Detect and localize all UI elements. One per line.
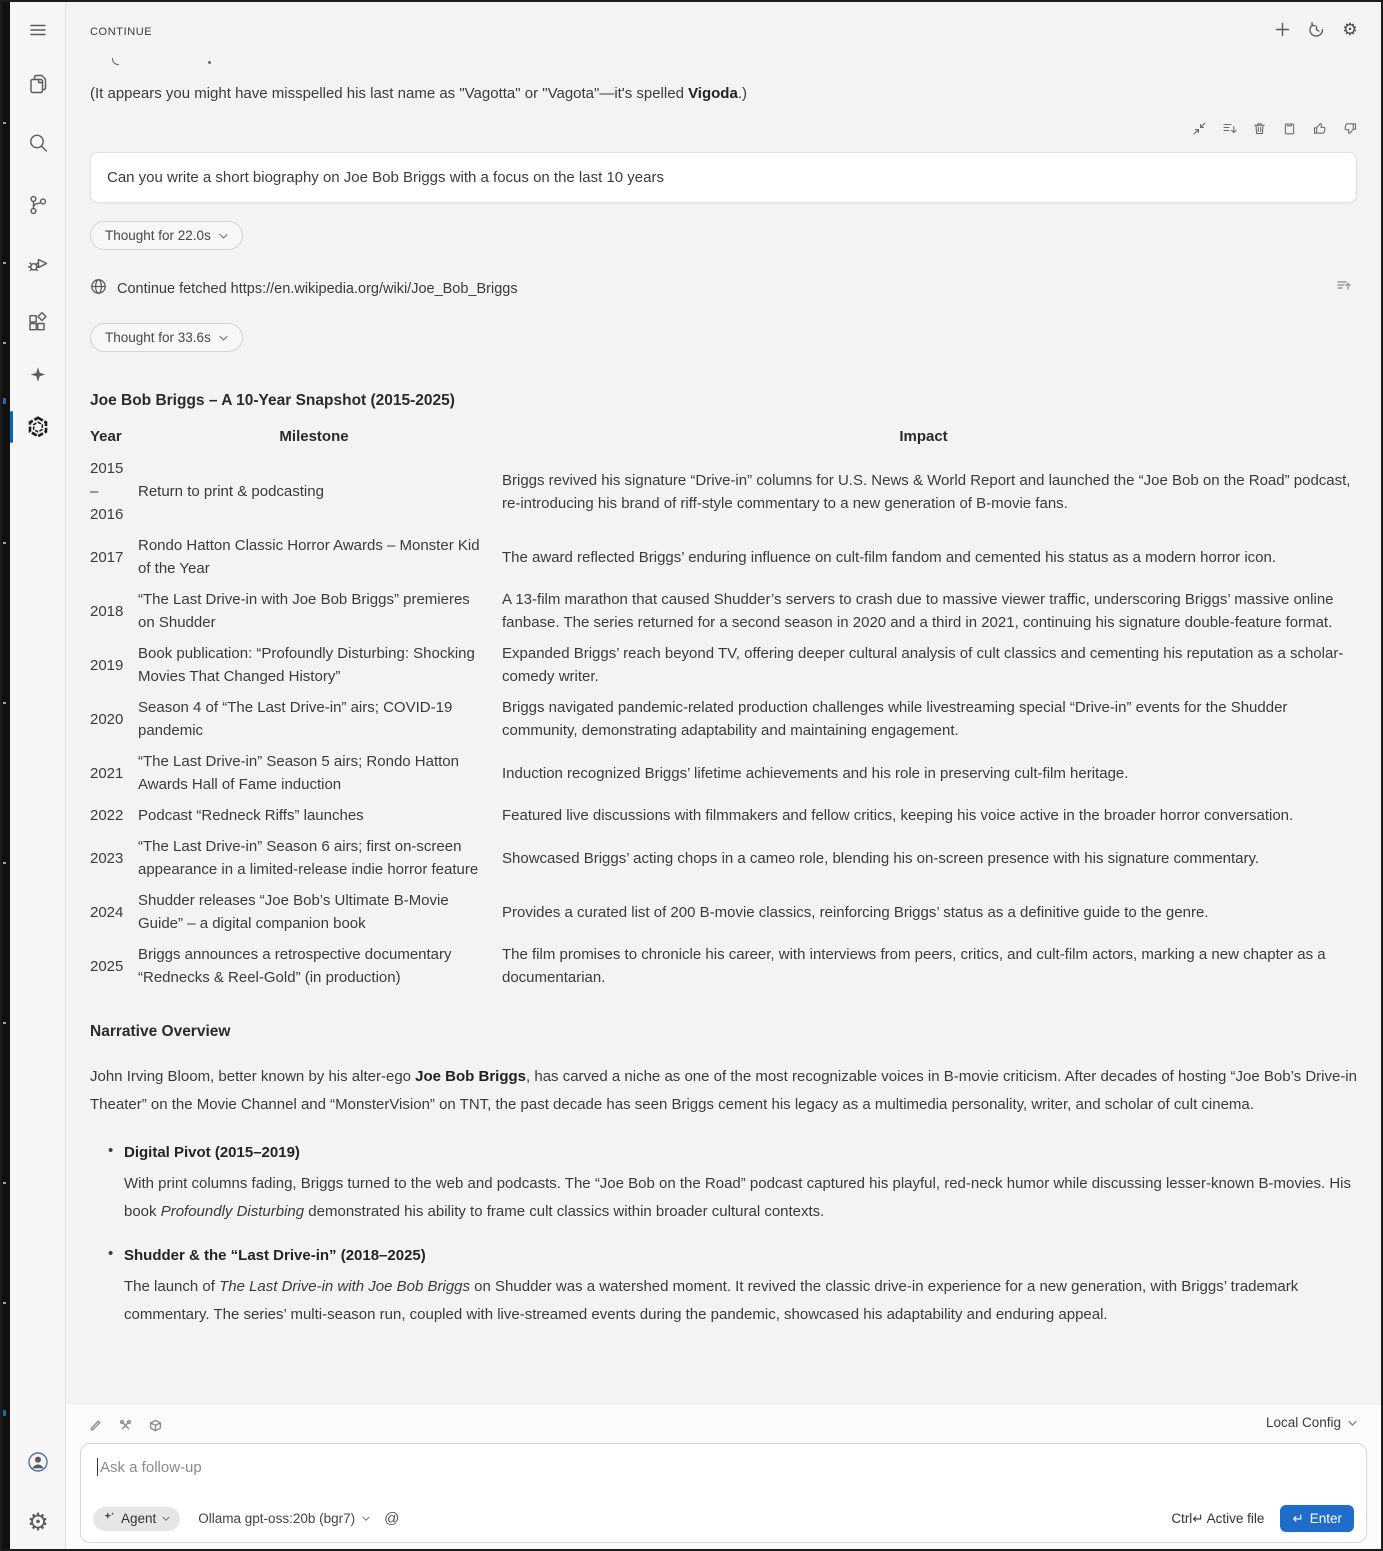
narrative-text: John Irving Bloom, better known by his alter-ego xyxy=(90,1068,416,1085)
header-actions xyxy=(1273,20,1359,38)
bullet-body xyxy=(124,1170,1357,1225)
thumbs-up-icon[interactable] xyxy=(1312,121,1327,136)
clipped-previous-line xyxy=(90,52,1357,66)
thinking-toggle-1[interactable] xyxy=(90,221,243,250)
table-header-row xyxy=(90,424,1357,453)
table-row xyxy=(90,800,1357,831)
enter-button[interactable] xyxy=(1280,1505,1354,1532)
cell-milestone: Rondo Hatton Classic Horror Awards – Monster Kid of the Year xyxy=(138,537,480,577)
table-row xyxy=(90,692,1357,746)
mode-label: Agent xyxy=(121,1511,157,1526)
column-header-year: Year xyxy=(90,428,122,445)
model-selector[interactable] xyxy=(198,1511,370,1526)
narrative-text: , has carved a niche as one of the most recognizable voices in B-movie criticism. After decades of hosting “Joe Bob’s Drive-in Theater” on the Movie Channel and “MonsterVision” on TNT, the past decade has seen Briggs cement his legacy as a multimedia personality, writer, and scholar of cult cinema. xyxy=(90,1068,1357,1113)
settings-gear-icon[interactable]: ⚙ xyxy=(27,1509,49,1536)
cell-milestone: Book publication: “Profoundly Disturbing: Shocking Movies That Changed History” xyxy=(138,645,475,685)
user-message xyxy=(90,152,1357,203)
cell-year: 2020 xyxy=(90,710,124,728)
bullet-text: With print columns fading, Briggs turned to the web and podcasts. The “Joe Bob on the Road” podcast captured his playful, red-neck humor while discussing lesser-known B-movies. His book xyxy=(124,1175,1352,1220)
table-row xyxy=(90,638,1357,692)
cell-milestone: Briggs announces a retrospective documentary “Rednecks & Reel-Gold” (in production) xyxy=(138,946,452,986)
trash-icon[interactable] xyxy=(1252,121,1267,136)
cell-year: 2024 xyxy=(90,903,124,921)
cell-impact: The award reflected Briggs’ enduring influence on cult-film fandom and cemented his status as a modern horror icon. xyxy=(502,548,1277,566)
assistant-note-suffix: .) xyxy=(737,85,747,102)
expand-output-icon[interactable] xyxy=(1337,279,1351,296)
cell-impact: Expanded Briggs’ reach beyond TV, offering deeper cultural analysis of cult classics and cementing his reputation as a scholar-comedy writer. xyxy=(502,645,1344,685)
assistant-note-bold: Vigoda xyxy=(688,85,738,102)
bullet-italic: Profoundly Disturbing xyxy=(160,1202,305,1220)
chevron-down-icon xyxy=(219,334,228,342)
cell-year: 2025 xyxy=(90,957,124,975)
sparkle-icon[interactable] xyxy=(26,363,50,387)
thinking-toggle-2[interactable] xyxy=(90,323,243,352)
sort-down-icon[interactable] xyxy=(1222,121,1237,136)
cell-milestone: “The Last Drive-in” Season 6 airs; first on-screen appearance in a limited-release indie horror feature xyxy=(138,838,479,878)
cell-milestone: “The Last Drive-in” Season 5 airs; Rondo Hatton Awards Hall of Fame induction xyxy=(138,753,459,793)
cell-year: 2017 xyxy=(90,548,124,566)
pencil-icon[interactable] xyxy=(88,1418,102,1432)
chevron-down-icon xyxy=(219,232,228,240)
config-label: Local Config xyxy=(1265,1415,1341,1430)
model-label: Ollama gpt-oss:20b (bgr7) xyxy=(198,1511,356,1526)
chevron-down-icon xyxy=(362,1515,370,1522)
globe-icon xyxy=(90,278,107,299)
bullet-italic: The Last Drive-in with Joe Bob Briggs xyxy=(219,1278,471,1295)
table-row xyxy=(90,746,1357,800)
table-row xyxy=(90,939,1357,993)
input-bottom-bar xyxy=(93,1505,1354,1532)
bullet-title: • Shudder & the “Last Drive-in” (2018–2025) xyxy=(124,1247,426,1264)
bullet-title: • Digital Pivot (2015–2019) xyxy=(124,1144,300,1161)
table-row xyxy=(90,885,1357,939)
extensions-icon[interactable] xyxy=(26,311,50,335)
assistant-note-text: (It appears you might have misspelled his last name as "Vagotta" or "Vagota"—it's spelled xyxy=(90,85,689,102)
chevron-down-icon xyxy=(162,1515,170,1522)
user-message-text: Can you write a short biography on Joe Bob Briggs with a focus on the last 10 years xyxy=(107,169,664,186)
cell-year: 2023 xyxy=(90,849,124,867)
cell-milestone: Season 4 of “The Last Drive-in” airs; COVID-19 pandemic xyxy=(138,699,453,739)
bullet-text: on Shudder was a watershed moment. It revived the classic drive-in experience for a new generation, with Briggs’ trademark commentary. The series’ multi-season run, coupled with live-streamed events during the pandemic, showcased his adaptability and enduring appeal. xyxy=(124,1278,1299,1323)
table-row xyxy=(90,453,1357,530)
agent-mode-icon xyxy=(103,1511,115,1526)
new-session-icon[interactable] xyxy=(1273,20,1291,38)
cell-milestone: Podcast “Redneck Riffs” launches xyxy=(138,807,364,824)
cube-icon[interactable] xyxy=(148,1418,162,1432)
list-item xyxy=(90,1142,1357,1225)
bullet-body xyxy=(124,1273,1357,1328)
cell-year: 2015 – 2016 xyxy=(90,460,124,523)
cell-year: 2019 xyxy=(90,656,124,674)
cell-year: 2021 xyxy=(90,764,124,782)
narrative-heading: Narrative Overview xyxy=(90,1023,231,1040)
account-icon[interactable] xyxy=(26,1450,50,1474)
history-icon[interactable] xyxy=(1307,20,1325,38)
cell-impact: Induction recognized Briggs’ lifetime achievements and his role in preserving cult-film heritage. xyxy=(502,764,1129,782)
run-debug-icon[interactable] xyxy=(26,252,50,276)
table-row xyxy=(90,530,1357,584)
text-cursor xyxy=(97,1458,98,1476)
mode-selector[interactable] xyxy=(93,1507,180,1531)
shortcut-hint: Ctrl↵ Active file xyxy=(1171,1510,1265,1526)
chevron-down-icon xyxy=(1348,1419,1357,1427)
column-header-milestone: Milestone xyxy=(279,428,349,445)
column-header-impact: Impact xyxy=(899,428,948,445)
snapshot-table xyxy=(90,424,1357,993)
panel-title: CONTINUE xyxy=(90,26,153,38)
source-control-icon[interactable] xyxy=(26,193,50,217)
narrative-paragraph xyxy=(90,1063,1357,1118)
table-row xyxy=(90,831,1357,885)
bullet-text: demonstrated his ability to frame cult classics within broader cultural contexts. xyxy=(304,1202,825,1220)
continue-panel xyxy=(66,2,1381,1549)
cell-milestone: “The Last Drive-in with Joe Bob Briggs” premieres on Shudder xyxy=(138,591,470,631)
thinking-label: Thought for 22.0s xyxy=(105,228,211,243)
thumbs-down-icon[interactable] xyxy=(1342,121,1357,136)
tool-call-text: Continue fetched https://en.wikipedia.org/wiki/Joe_Bob_Briggs xyxy=(117,280,518,297)
enter-icon: ↵ xyxy=(1292,1510,1304,1526)
cell-impact: Provides a curated list of 200 B-movie classics, reinforcing Briggs’ status as a definitive guide to the genre. xyxy=(502,903,1209,921)
tools-icon[interactable] xyxy=(118,1418,132,1432)
list-item xyxy=(90,1245,1357,1328)
followup-input[interactable] xyxy=(80,1443,1367,1543)
active-tab-indicator xyxy=(10,411,13,443)
input-placeholder: Ask a follow-up xyxy=(100,1458,202,1476)
message-actions xyxy=(90,121,1357,136)
search-icon[interactable] xyxy=(26,131,50,155)
thinking-label: Thought for 33.6s xyxy=(105,330,211,345)
table-row xyxy=(90,584,1357,638)
cell-impact: Featured live discussions with filmmakers and fellow critics, keeping his voice active in the broader horror conversation. xyxy=(502,807,1294,824)
enter-label: Enter xyxy=(1309,1511,1342,1526)
menu-icon[interactable] xyxy=(26,18,50,42)
cell-impact: Briggs revived his signature “Drive-in” columns for U.S. News & World Report and launched the “Joe Bob on the Road” podcast, re-introducing his brand of riff-style commentary to a new generation of B-movie fans. xyxy=(502,471,1351,512)
bullet-text: The launch of xyxy=(124,1278,220,1295)
chat-scroll-area xyxy=(66,52,1381,1478)
cell-impact: Briggs navigated pandemic-related production challenges while livestreaming special “Drive-in” events for the Shudder community, demonstrating adaptability and maintaining engagement. xyxy=(502,699,1288,739)
assistant-note xyxy=(90,82,1357,105)
submit-cluster xyxy=(1171,1505,1354,1532)
cell-year: 2018 xyxy=(90,602,124,620)
explorer-icon[interactable] xyxy=(26,72,50,96)
cell-year: 2022 xyxy=(90,807,124,824)
snapshot-heading: Joe Bob Briggs – A 10-Year Snapshot (2015-2025) xyxy=(90,392,455,409)
cell-impact: Showcased Briggs’ acting chops in a cameo role, blending his on-screen presence with his signature commentary. xyxy=(502,849,1260,867)
activity-bar xyxy=(10,2,66,1549)
collapse-icon[interactable] xyxy=(1192,121,1207,136)
cell-impact: A 13-film marathon that caused Shudder’s servers to crash due to massive viewer traffic, underscoring Briggs’ massive online fanbase. The series returned for a second season in 2020 and a third in 2021, continuing his signature double-feature format. xyxy=(502,591,1334,631)
tool-call-row xyxy=(90,278,1357,299)
window-edge-strip xyxy=(2,2,10,1549)
clipboard-icon[interactable] xyxy=(1282,121,1297,136)
config-selector[interactable] xyxy=(1266,1415,1357,1430)
narrative-bold: Joe Bob Briggs xyxy=(415,1068,527,1085)
cell-milestone: Shudder releases “Joe Bob’s Ultimate B-Movie Guide” – a digital companion book xyxy=(138,892,449,932)
continue-icon[interactable] xyxy=(26,415,50,439)
composer xyxy=(66,1405,1381,1549)
cell-impact: The film promises to chronicle his career, with interviews from peers, critics, and cult-film actors, marking a new chapter as a documentarian. xyxy=(502,946,1326,986)
narrative-bullets xyxy=(90,1142,1357,1328)
mention-context-icon[interactable]: @ xyxy=(384,1510,400,1527)
composer-toolbar xyxy=(80,1411,1367,1439)
panel-header xyxy=(66,2,1381,48)
settings-gear-icon[interactable]: ⚙ xyxy=(1342,19,1358,39)
cell-milestone: Return to print & podcasting xyxy=(138,483,324,500)
